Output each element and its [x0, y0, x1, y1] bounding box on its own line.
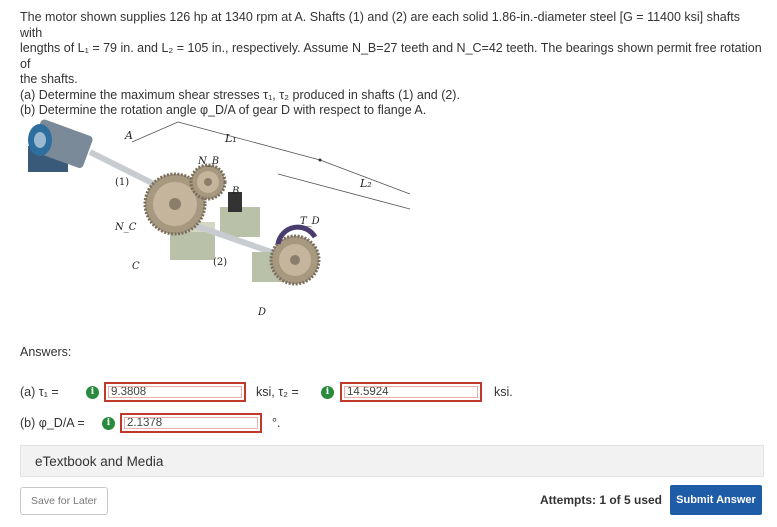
phi-unit: °.: [272, 416, 281, 430]
label-td: T_D: [300, 216, 320, 227]
problem-statement: [20, 10, 765, 119]
label-l2: L₂: [360, 177, 372, 190]
tau1-label: (a) τ₁ =: [20, 385, 59, 399]
label-shaft-1: (1): [115, 177, 130, 188]
submit-answer-button[interactable]: Submit Answer: [670, 485, 762, 515]
label-nb: N_B: [198, 156, 220, 167]
info-icon[interactable]: i: [86, 386, 99, 399]
info-icon[interactable]: i: [321, 386, 334, 399]
info-icon[interactable]: i: [102, 417, 115, 430]
label-c: C: [132, 261, 140, 272]
label-b: B: [232, 186, 240, 197]
tau2-unit: ksi.: [494, 385, 513, 399]
label-a: A: [125, 129, 133, 142]
tau1-input[interactable]: 9.3808: [104, 382, 246, 402]
problem-line-2: lengths of L₁ = 79 in. and L₂ = 105 in., respectively. Assume N_B=27 teeth and N_C=42 teeth. The bearings shown permit free rotation of: [20, 41, 762, 71]
answer-row-a: [20, 382, 513, 402]
label-d: D: [258, 307, 267, 318]
problem-part-b: (b) Determine the rotation angle φ_D/A of gear D with respect to flange A.: [20, 103, 427, 117]
label-shaft-2: (2): [213, 257, 228, 268]
answer-row-b: [20, 413, 280, 433]
answers-label: Answers:: [20, 345, 72, 359]
gear-d: [252, 236, 319, 284]
problem-line-3: the shafts.: [20, 72, 78, 86]
problem-line-1: The motor shown supplies 126 hp at 1340 rpm at A. Shafts (1) and (2) are each solid 1.86-in.-diameter steel [G = 11400 ksi] shafts with: [20, 10, 740, 40]
save-for-later-button[interactable]: Save for Later: [20, 487, 108, 515]
label-l1: L₁: [225, 132, 237, 145]
tau2-label: ksi, τ₂ =: [256, 385, 299, 399]
gear-train-figure: [20, 112, 420, 327]
tau2-input[interactable]: 14.5924: [340, 382, 482, 402]
phi-label: (b) φ_D/A =: [20, 416, 85, 430]
attempts-counter: Attempts: 1 of 5 used: [540, 493, 663, 507]
etextbook-media-section[interactable]: eTextbook and Media: [20, 445, 764, 477]
label-nc: N_C: [115, 222, 137, 233]
gear-b: [191, 165, 225, 199]
problem-part-a: (a) Determine the maximum shear stresses τ₁, τ₂ produced in shafts (1) and (2).: [20, 87, 460, 102]
phi-input[interactable]: 2.1378: [120, 413, 262, 433]
motor: [28, 118, 94, 172]
